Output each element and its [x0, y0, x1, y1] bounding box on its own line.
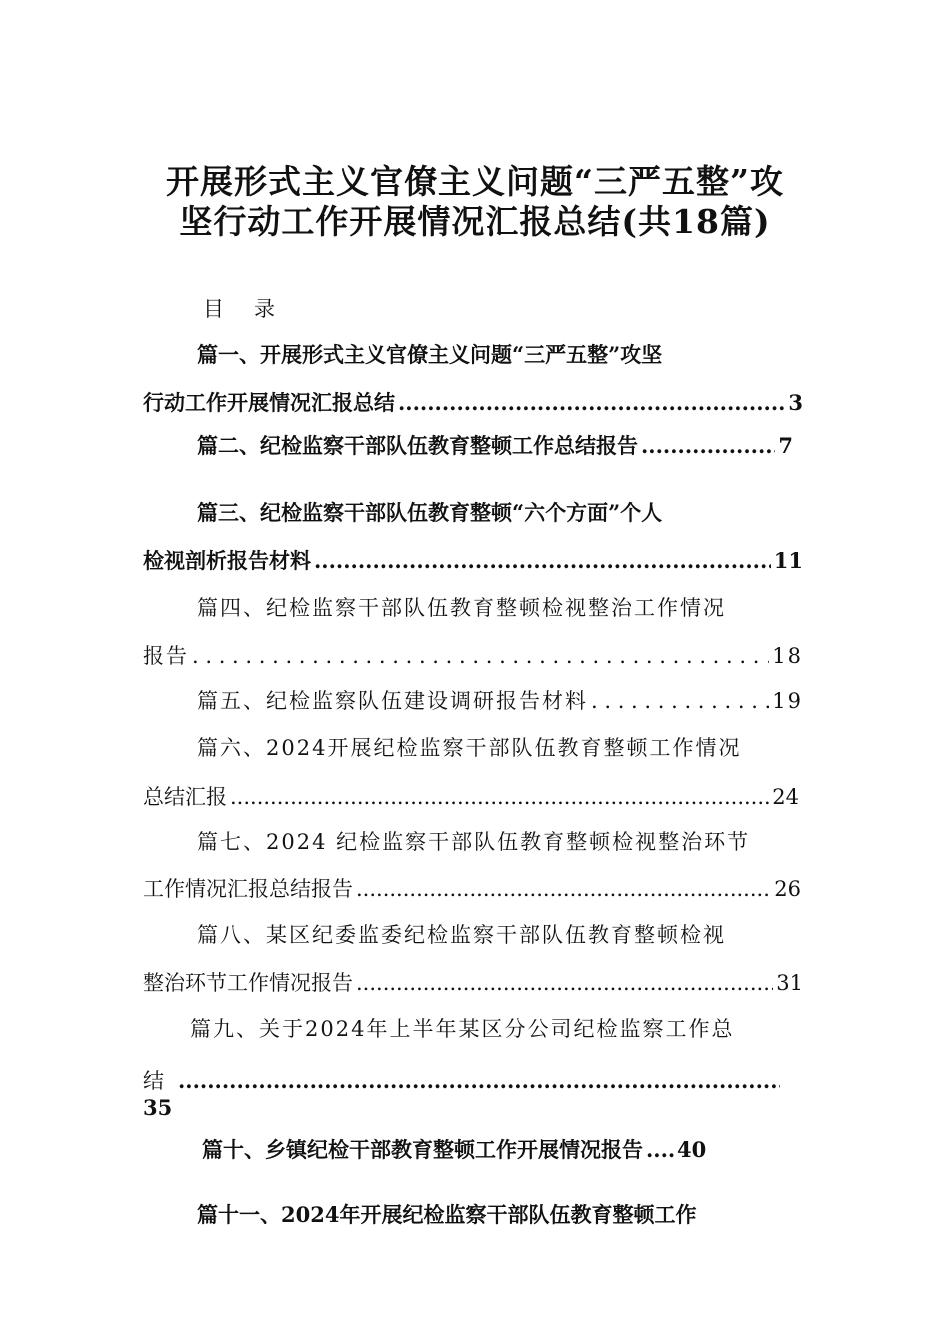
leader-dots — [230, 782, 769, 812]
toc-entry-10[interactable] — [202, 1135, 802, 1165]
toc-entry-2-page: 7 — [778, 433, 793, 458]
toc-entry-4-line-1[interactable]: 篇四、纪检监察干部队伍教育整顿检视整治工作情况 — [197, 596, 726, 620]
document-title-line-2: 坚行动工作开展情况汇报总结(共18篇) — [179, 202, 771, 241]
toc-entry-4-line-2[interactable] — [143, 641, 803, 671]
toc-entry-9-text: 结 — [143, 1069, 164, 1093]
toc-entry-7-page: 26 — [774, 877, 801, 901]
toc-entry-3-page: 11 — [773, 548, 803, 573]
leader-dots — [641, 431, 775, 461]
toc-entry-9-page: 35 — [143, 1095, 173, 1120]
toc-heading-char-2: 录 — [254, 297, 277, 321]
toc-entry-3-line-2[interactable] — [143, 546, 803, 576]
toc-entry-8-text: 整治环节工作情况报告 — [143, 971, 353, 995]
toc-entry-3-line-1[interactable]: 篇三、纪检监察干部队伍教育整顿“六个方面”个人 — [197, 500, 663, 525]
toc-entry-8-line-1[interactable]: 篇八、某区纪委监委纪检监察干部队伍教育整顿检视 — [197, 923, 726, 947]
toc-entry-7-line-1[interactable]: 篇七、2024 纪检监察干部队伍教育整顿检视整治环节 — [197, 830, 751, 854]
toc-entry-9-line-1[interactable]: 篇九、关于2024年上半年某区分公司纪检监察工作总 — [190, 1017, 735, 1041]
toc-entry-6-line-1[interactable]: 篇六、2024开展纪检监察干部队伍教育整顿工作情况 — [197, 736, 742, 760]
toc-entry-3-text: 检视剖析报告材料 — [143, 548, 311, 573]
toc-entry-10-page: 40 — [677, 1137, 707, 1162]
toc-entry-11-line-1[interactable]: 篇十一、2024年开展纪检监察干部队伍教育整顿工作 — [197, 1202, 697, 1227]
toc-entry-10-text: 篇十、乡镇纪检干部教育整顿工作开展情况报告 — [202, 1137, 643, 1162]
toc-entry-1-page: 3 — [788, 390, 803, 415]
toc-entry-7-line-2[interactable] — [143, 874, 801, 904]
toc-entry-7-text: 工作情况汇报总结报告 — [143, 877, 353, 901]
leader-dots — [356, 874, 771, 904]
toc-heading-char-1: 目 — [203, 297, 226, 321]
toc-entry-1-line-2[interactable] — [143, 388, 803, 418]
leader-dots — [178, 1066, 780, 1096]
toc-entry-5[interactable] — [197, 686, 803, 716]
leader-dots — [314, 546, 771, 576]
toc-entry-8-line-2[interactable] — [143, 968, 803, 998]
toc-entry-4-page: 18 — [772, 644, 803, 668]
toc-heading — [203, 293, 305, 323]
leader-dots — [192, 641, 769, 671]
toc-entry-1-line-1[interactable]: 篇一、开展形式主义官僚主义问题“三严五整”攻坚 — [197, 342, 663, 367]
toc-entry-6-line-2[interactable] — [143, 782, 799, 812]
leader-dots — [646, 1135, 674, 1165]
toc-entry-6-page: 24 — [772, 785, 799, 809]
toc-entry-5-page: 19 — [772, 689, 803, 713]
toc-entry-1-text: 行动工作开展情况汇报总结 — [143, 390, 395, 415]
toc-entry-2-text: 篇二、纪检监察干部队伍教育整顿工作总结报告 — [197, 433, 638, 458]
toc-entry-5-text: 篇五、纪检监察队伍建设调研报告材料 — [197, 689, 588, 713]
document-title-line-1: 开展形式主义官僚主义问题“三严五整”攻 — [166, 162, 784, 201]
leader-dots — [591, 686, 769, 716]
toc-entry-2[interactable] — [197, 431, 793, 461]
toc-entry-8-page: 31 — [776, 971, 803, 995]
toc-entry-4-text: 报告 — [143, 644, 189, 668]
leader-dots — [356, 968, 773, 998]
leader-dots — [398, 388, 785, 418]
toc-entry-9-line-2[interactable] — [143, 1066, 783, 1096]
toc-entry-6-text: 总结汇报 — [143, 785, 227, 809]
